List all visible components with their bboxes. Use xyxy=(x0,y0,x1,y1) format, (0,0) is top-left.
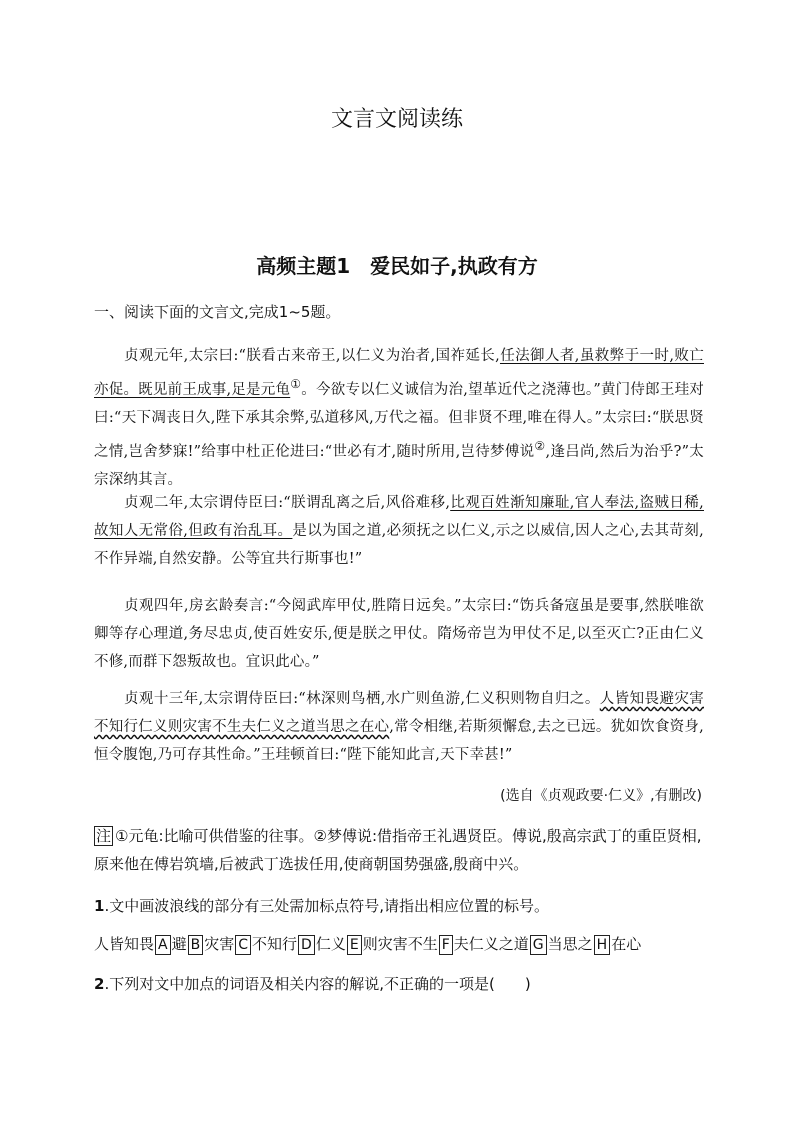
option-box-a[interactable]: A xyxy=(155,935,171,955)
p2-underlined: 比观百姓渐知廉耻,官人奉法,盗贼日稀,故知人无常俗,但政有治乱耳。 xyxy=(94,495,704,539)
p1-underlined: 任法御人者,虽救弊于一时,败亡亦促。既见前王成事,足是元龟 xyxy=(94,348,704,398)
option-box-f[interactable]: F xyxy=(439,935,453,955)
passage-paragraph-4 xyxy=(94,685,704,769)
p1-text-d: ,逢吕尚,然后为治乎?”太宗深纳其言。 xyxy=(94,443,704,488)
option-box-g[interactable]: G xyxy=(530,935,547,955)
segment-2-text: 避 xyxy=(171,935,187,953)
p4-text-a: 贞观十三年,太宗谓侍臣曰:“林深则鸟栖,水广则鱼游,仁义积则物自归之。 xyxy=(124,691,600,707)
segment-5-text: 仁义 xyxy=(315,935,346,953)
option-box-e[interactable]: E xyxy=(347,935,362,955)
footnotes xyxy=(94,822,706,878)
passage-paragraph-3: 贞观四年,房玄龄奏言:“今阅武库甲仗,胜隋日远矣。”太宗曰:“饬兵备寇虽是要事,然朕唯欲卿等存心理道,务尽忠贞,使百姓安乐,便是朕之甲仗。隋炀帝岂为甲仗不足,以至灭亡?正由仁义不修,而群下怨叛故也。宜识此心。” xyxy=(94,598,704,670)
p1-text-a: 贞观元年,太宗曰:“朕看古来帝王,以仁义为治者,国祚延长, xyxy=(124,348,500,364)
p4-wavy-underlined: 人皆知畏避灾害不知行仁义则灾害不生夫仁义之道当思之在心 xyxy=(94,691,704,735)
notes-text: ①元龟:比喻可供借鉴的往事。②梦傅说:借指帝王礼遇贤臣。傅说,殷高宗武丁的重臣贤相,原来他在傅岩筑墙,后被武丁选拔任用,使商朝国势强盛,殷商中兴。 xyxy=(94,827,702,873)
question-2-number: 2 xyxy=(94,975,105,993)
question-2 xyxy=(94,972,706,996)
passage-paragraph-2 xyxy=(94,489,704,573)
segment-4-text: 不知行 xyxy=(252,935,298,953)
option-box-c[interactable]: C xyxy=(235,935,251,955)
source-citation: (选自《贞观政要·仁义》,有删改) xyxy=(500,788,702,804)
segment-3-text: 灾害 xyxy=(204,935,235,953)
segment-6-text: 则灾害不生 xyxy=(362,935,438,953)
question-1-text: .文中画波浪线的部分有三处需加标点符号,请指出相应位置的标号。 xyxy=(104,897,549,915)
p2-text-c: 是以为国之道,必须抚之以仁义,示之以威信,因人之心,去其苛刻,不作异端,自然安静。公等宜共行斯事也!” xyxy=(94,523,704,567)
p1-text-c: 。今欲专以仁义诚信为治,望革近代之浇薄也。”黄门侍郎王珪对曰:“天下凋丧日久,陛下承其余弊,弘道移风,万代之福。但非贤不理,唯在得人。”太宗曰:“朕思贤之情,岂舍梦寐!”给事中杜正伦进曰:“世必有才,随时所用,岂待梦傅说 xyxy=(94,381,704,460)
option-box-b[interactable]: B xyxy=(188,935,204,955)
footnote-ref-2: ② xyxy=(534,438,546,453)
section-subtitle: 高频主题1 爱民如子,执政有方 xyxy=(256,254,538,278)
segment-9-text: 在心 xyxy=(611,935,642,953)
footnote-ref-1: ① xyxy=(290,377,302,391)
punctuation-options xyxy=(94,930,706,958)
p2-text-a: 贞观二年,太宗谓侍臣曰:“朕谓乱离之后,风俗难移, xyxy=(124,495,451,511)
segment-1-text: 人皆知畏 xyxy=(94,935,155,953)
passage-paragraph-1 xyxy=(94,342,704,494)
option-box-h[interactable]: H xyxy=(594,935,611,955)
option-box-d[interactable]: D xyxy=(298,935,315,955)
segment-7-text: 夫仁义之道 xyxy=(453,935,529,953)
note-mark: 注 xyxy=(96,827,112,845)
instruction-text: 一、阅读下面的文言文,完成1~5题。 xyxy=(94,303,341,321)
page-title: 文言文阅读练 xyxy=(330,107,463,132)
question-1-number: 1 xyxy=(94,897,105,915)
segment-8-text: 当思之 xyxy=(547,935,593,953)
p4-text-c: ,常令相继,若斯须懈怠,去之已远。犹如饮食资身,恒令腹饱,乃可存其性命。”王珪顿首曰:“陛下能知此言,天下幸甚!” xyxy=(94,719,704,763)
question-1 xyxy=(94,894,706,918)
question-2-text: .下列对文中加点的词语及相关内容的解说,不正确的一项是( ) xyxy=(104,975,531,993)
